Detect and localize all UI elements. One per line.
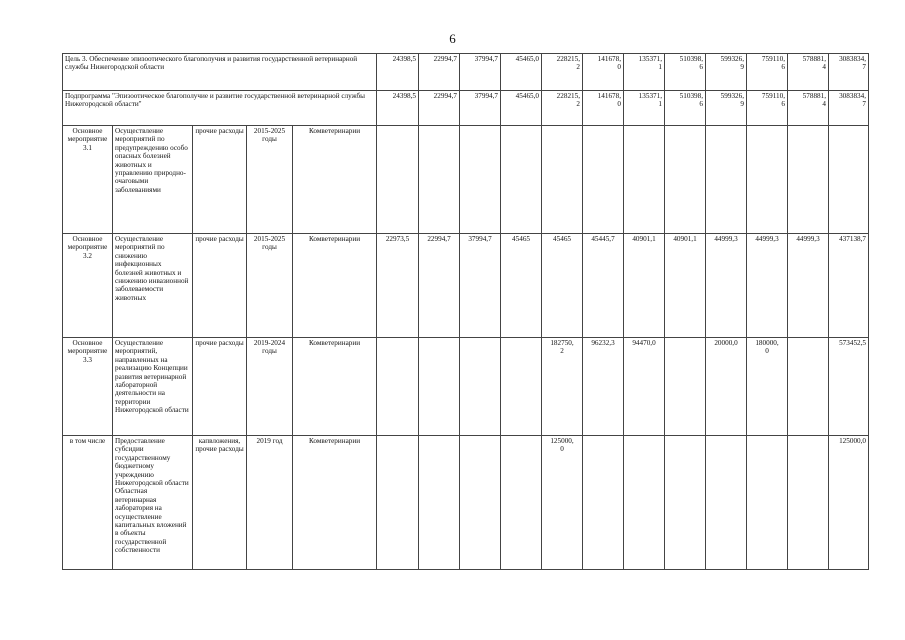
subprogram-value: 135371, 1	[624, 91, 665, 126]
subprogram-value: 759110, 6	[747, 91, 788, 126]
goal-value: 510398, 6	[665, 54, 706, 91]
subprogram-value: 45465,0	[501, 91, 542, 126]
row-value	[377, 338, 419, 436]
goal-value: 45465,0	[501, 54, 542, 91]
row-code: в том числе	[63, 436, 113, 570]
row-value	[788, 436, 829, 570]
subprogram-value: 228215, 2	[542, 91, 583, 126]
row-value: 45465	[501, 234, 542, 338]
row-value	[583, 126, 624, 234]
row-value	[542, 126, 583, 234]
row-value	[829, 126, 869, 234]
row-value: 37994,7	[460, 234, 501, 338]
row-code: Основное мероприятие 3.1	[63, 126, 113, 234]
row-value: 45465	[542, 234, 583, 338]
subprogram-value: 578881, 4	[788, 91, 829, 126]
subprogram-value: 37994,7	[460, 91, 501, 126]
row-value	[501, 436, 542, 570]
subprogram-value: 24398,5	[377, 91, 419, 126]
row-value	[747, 436, 788, 570]
row-value	[377, 126, 419, 234]
subprogram-value: 510398, 6	[665, 91, 706, 126]
subprogram-value: 3083834, 7	[829, 91, 869, 126]
row-executor: Комветеринарии	[293, 436, 377, 570]
row-value: 44999,3	[706, 234, 747, 338]
table-row	[63, 338, 869, 436]
row-years: 2015-2025 годы	[247, 234, 293, 338]
row-executor: Комветеринарии	[293, 234, 377, 338]
row-value	[419, 436, 460, 570]
row-type: прочие расходы	[193, 126, 247, 234]
row-value: 45445,7	[583, 234, 624, 338]
row-value	[501, 338, 542, 436]
row-value: 44999,3	[747, 234, 788, 338]
row-value	[624, 126, 665, 234]
goal-label: Цель 3. Обеспечение эпизоотического благополучия и развития государственной ветеринарной службы Нижегородской области	[63, 54, 377, 91]
table-row	[63, 234, 869, 338]
row-value: 94470,0	[624, 338, 665, 436]
row-value	[706, 126, 747, 234]
row-years: 2019 год	[247, 436, 293, 570]
row-value	[419, 338, 460, 436]
row-value: 40901,1	[665, 234, 706, 338]
row-value: 40901,1	[624, 234, 665, 338]
table-row	[63, 436, 869, 570]
row-value	[665, 436, 706, 570]
row-value: 22994,7	[419, 234, 460, 338]
subprogram-value: 141678, 0	[583, 91, 624, 126]
row-value	[624, 436, 665, 570]
row-value	[460, 126, 501, 234]
goal-row	[63, 54, 869, 91]
row-value: 437138,7	[829, 234, 869, 338]
row-value: 180000, 0	[747, 338, 788, 436]
row-value	[788, 338, 829, 436]
goal-value: 141678, 0	[583, 54, 624, 91]
budget-table	[62, 53, 869, 570]
row-code: Основное мероприятие 3.2	[63, 234, 113, 338]
row-type: прочие расходы	[193, 338, 247, 436]
row-name: Осуществление мероприятий по снижению инфекционных болезней животных и снижению инвазионной заболеваемости животных	[113, 234, 193, 338]
goal-value: 24398,5	[377, 54, 419, 91]
row-value	[460, 436, 501, 570]
goal-value: 759110, 6	[747, 54, 788, 91]
goal-value: 135371, 1	[624, 54, 665, 91]
subprogram-label: Подпрограмма "Эпизоотическое благополучие и развитие государственной ветеринарной службы Нижегородской области"	[63, 91, 377, 126]
row-executor: Комветеринарии	[293, 338, 377, 436]
goal-value: 37994,7	[460, 54, 501, 91]
goal-value: 22994,7	[419, 54, 460, 91]
row-value: 125000,0	[829, 436, 869, 570]
row-value	[377, 436, 419, 570]
goal-value: 578881, 4	[788, 54, 829, 91]
row-value	[665, 126, 706, 234]
row-value: 22973,5	[377, 234, 419, 338]
goal-value: 228215, 2	[542, 54, 583, 91]
row-value: 125000, 0	[542, 436, 583, 570]
row-value	[460, 338, 501, 436]
row-years: 2019-2024 годы	[247, 338, 293, 436]
subprogram-value: 599326, 9	[706, 91, 747, 126]
goal-value: 3083834, 7	[829, 54, 869, 91]
row-value	[747, 126, 788, 234]
row-value	[501, 126, 542, 234]
row-executor: Комветеринарии	[293, 126, 377, 234]
row-name: Предоставление субсидии государственному бюджетному учреждению Нижегородской области Областная ветеринарная лаборатория на осуществление капитальных вложений в объекты государственной собственности	[113, 436, 193, 570]
row-value	[583, 436, 624, 570]
subprogram-value: 22994,7	[419, 91, 460, 126]
row-value	[419, 126, 460, 234]
row-value: 20000,0	[706, 338, 747, 436]
row-code: Основное мероприятие 3.3	[63, 338, 113, 436]
row-value: 96232,3	[583, 338, 624, 436]
row-value: 182750, 2	[542, 338, 583, 436]
row-name: Осуществление мероприятий, направленных на реализацию Концепции развития ветеринарной лабораторной деятельности на территории Нижегородской области	[113, 338, 193, 436]
page-number: 6	[449, 31, 456, 46]
row-value	[706, 436, 747, 570]
row-type: прочие расходы	[193, 234, 247, 338]
row-value: 44999,3	[788, 234, 829, 338]
subprogram-row	[63, 91, 869, 126]
row-value: 573452,5	[829, 338, 869, 436]
row-name: Осуществление мероприятий по предупреждению особо опасных болезней животных и управлению природно-очаговыми заболеваниями	[113, 126, 193, 234]
row-years: 2015-2025 годы	[247, 126, 293, 234]
goal-value: 599326, 9	[706, 54, 747, 91]
row-value	[788, 126, 829, 234]
table-row	[63, 126, 869, 234]
row-type: капвложения, прочие расходы	[193, 436, 247, 570]
row-value	[665, 338, 706, 436]
